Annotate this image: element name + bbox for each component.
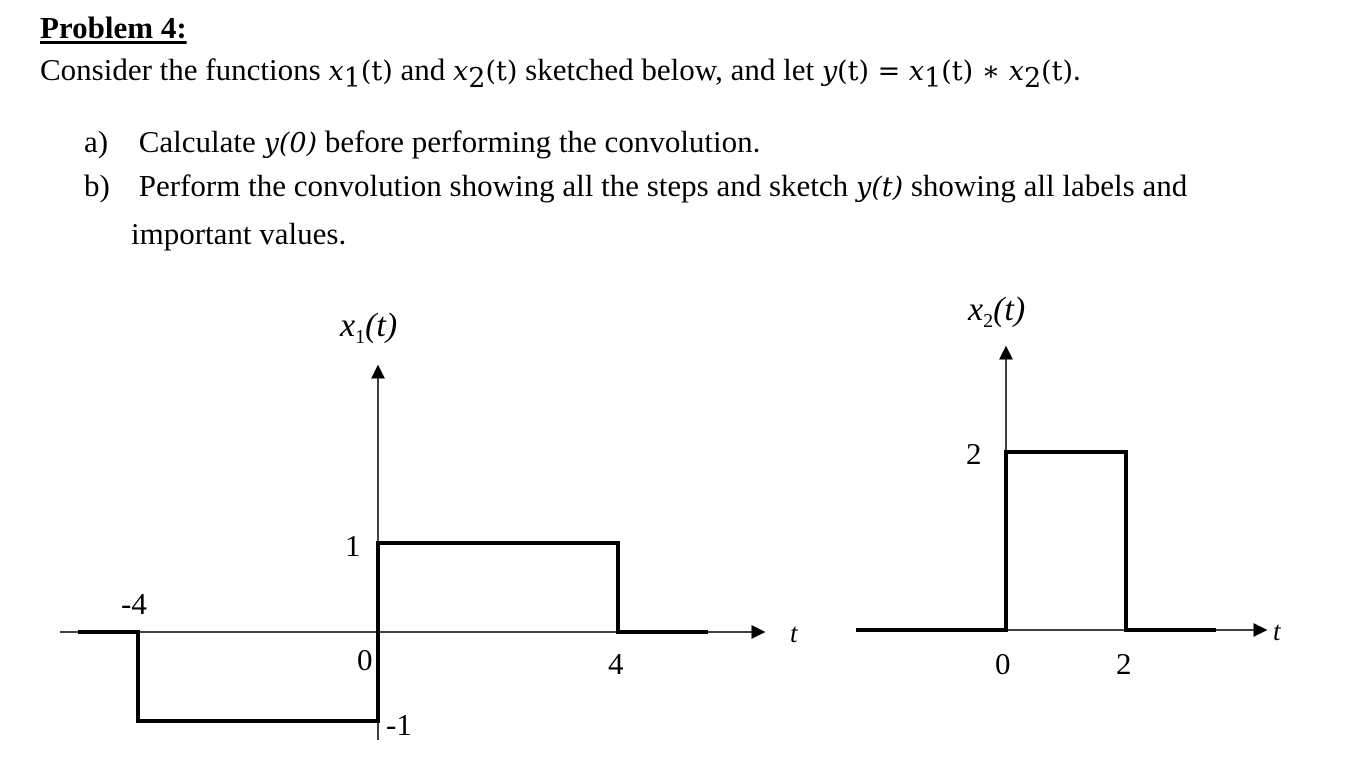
- x2-ylabel: $x_2(t)$: [968, 291, 1026, 332]
- part-a-label: a): [84, 124, 109, 159]
- part-b-pre: Perform the convolution showing all the steps and sketch: [138, 168, 849, 203]
- x1-symbol-eq: x: [908, 56, 925, 87]
- x1-tick-1: 1: [345, 528, 361, 563]
- x1-tick-4: 4: [608, 646, 624, 681]
- x1-subscript-eq: 1: [924, 63, 942, 95]
- intro-and: and: [400, 52, 446, 87]
- part-a-post: before performing the convolution.: [324, 124, 761, 159]
- x2-arg-eq: (t): [1041, 56, 1074, 87]
- part-b-post: showing all labels and: [910, 168, 1188, 203]
- intro-end: .: [1073, 52, 1081, 87]
- x1-tick-neg4: -4: [121, 586, 147, 621]
- x2-tick-2-y: 2: [966, 436, 982, 471]
- x2-arg: (t): [485, 56, 518, 87]
- part-a-pre: Calculate: [138, 124, 256, 159]
- part-b-label: b): [84, 168, 110, 203]
- x1-tick-neg1: -1: [386, 707, 412, 742]
- x2-signal-line: [856, 452, 1216, 630]
- part-b-line2: important values.: [131, 216, 347, 251]
- yt-expression: y(t): [855, 172, 904, 203]
- x2-subscript: 2: [468, 63, 486, 95]
- problem-title: Problem 4:: [40, 10, 187, 45]
- x1-tick-0: 0: [357, 642, 373, 677]
- x2-symbol-eq: x: [1008, 56, 1024, 87]
- x1-plot: [60, 307, 799, 742]
- x1-arg: (t): [360, 56, 393, 87]
- x1-ylabel: $x_1(t)$: [340, 307, 398, 348]
- x2-plot: [856, 291, 1282, 681]
- y-symbol: y: [821, 56, 838, 87]
- intro-mid: sketched below, and let: [525, 52, 815, 87]
- x1-arg-eq: (t): [941, 56, 974, 87]
- x2-symbol: x: [453, 56, 469, 87]
- intro-prefix: Consider the functions: [40, 52, 321, 87]
- convolution-operator: ∗: [973, 56, 1009, 87]
- x1-symbol: x: [328, 56, 344, 87]
- x1-xlabel: t: [790, 618, 798, 648]
- y-arg: (t): [837, 56, 870, 87]
- x2-subscript-eq: 2: [1023, 63, 1042, 95]
- equals-sign: =: [869, 56, 909, 87]
- y0-expression: y(0): [263, 128, 318, 159]
- x2-xlabel: t: [1273, 616, 1281, 646]
- x2-tick-0: 0: [995, 646, 1011, 681]
- x1-subscript: 1: [343, 63, 361, 95]
- x2-tick-2: 2: [1116, 646, 1132, 681]
